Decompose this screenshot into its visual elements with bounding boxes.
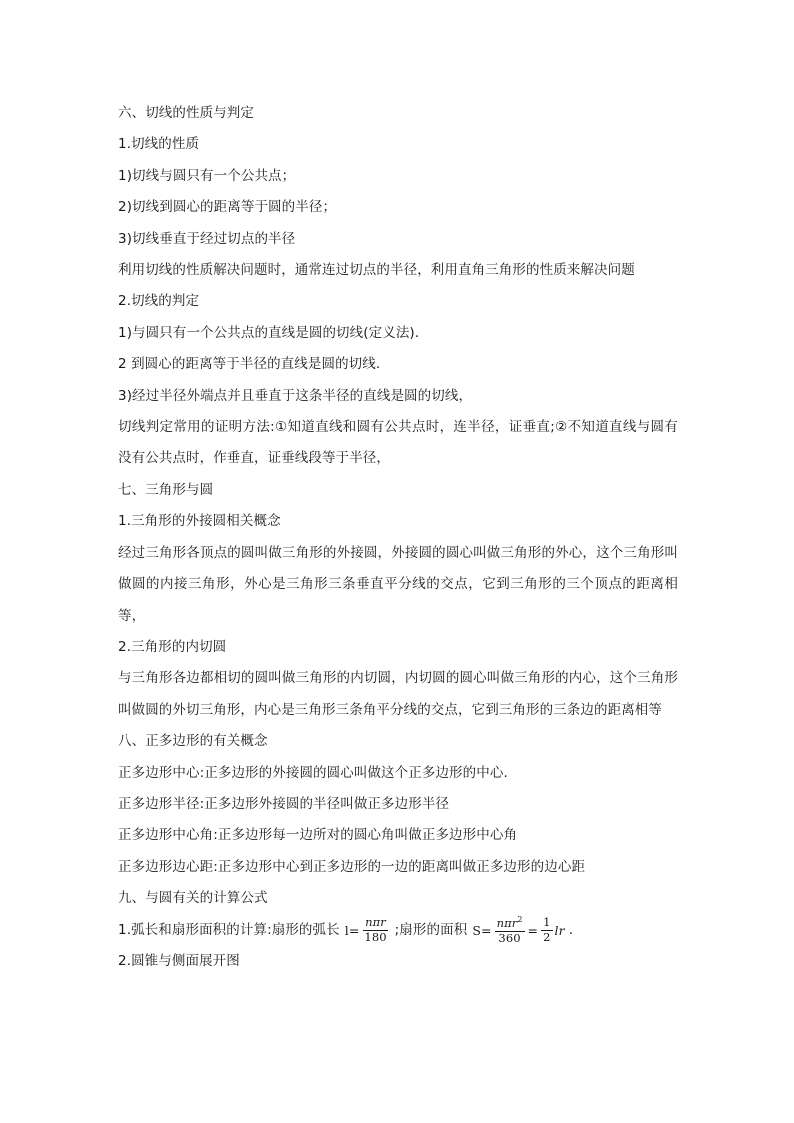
section-9-2-title: 2.圆锥与侧面展开图 [118, 952, 240, 969]
tangent-criterion-1: 1)与圆只有一个公共点的直线是圆的切线(定义法). [118, 324, 420, 341]
half-denominator: 2 [543, 929, 551, 944]
section-7-1-title: 1.三角形的外接圆相关概念 [118, 513, 281, 530]
arc-fraction [362, 917, 388, 943]
section-7-2-title: 2.三角形的内切圆 [118, 638, 227, 655]
incircle-text: 与三角形各边都相切的圆叫做三角形的内切圆，内切圆的圆心叫做三角形的内心，这个三角形叫做圆的外切三角形，内心是三角形三条角平分线的交点，它到三角形的三条边的距离相等 [118, 670, 678, 718]
section-8-title: 八、正多边形的有关概念 [118, 733, 268, 750]
sector-area-formula [471, 915, 564, 946]
arc-length-formula [344, 915, 391, 946]
section-7-title: 七、三角形与圆 [118, 481, 214, 498]
polygon-central-angle-def: 正多边形中心角:正多边形每一边所对的圆心角叫做正多边形中心角 [118, 827, 518, 844]
polygon-apothem-def: 正多边形边心距:正多边形中心到正多边形的一边的距离叫做正多边形的边心距 [118, 858, 586, 875]
tangent-property-1: 1)切线与圆只有一个公共点； [118, 167, 296, 184]
tangent-criterion-2: 2 到圆心的距离等于半径的直线是圆的切线. [118, 356, 381, 373]
arc-denominator: 180 [364, 929, 387, 944]
tangent-criterion-3: 3)经过半径外端点并且垂直于这条半径的直线是圆的切线， [118, 387, 473, 404]
section-6-2-title: 2.切线的判定 [118, 293, 200, 310]
area-lhs: S= [472, 922, 492, 938]
section-6-1-title: 1.切线的性质 [118, 136, 200, 153]
area-exponent: 2 [517, 915, 523, 925]
arc-area-formula-line [118, 915, 678, 946]
tangent-property-2: 2)切线到圆心的距离等于圆的半径； [118, 199, 337, 216]
section-6-title: 六、切线的性质与判定 [118, 105, 254, 121]
formula-mid: ;扇形的面积 [394, 921, 468, 938]
arc-numerator: nπr [365, 915, 386, 930]
tangent-property-3: 3)切线垂直于经过切点的半径 [118, 230, 296, 247]
area-rhs: lr [554, 922, 565, 938]
document-page [118, 98, 678, 977]
half-numerator: 1 [543, 915, 551, 930]
section-9-title: 九、与圆有关的计算公式 [118, 890, 268, 907]
area-fraction [495, 916, 525, 944]
area-numerator [495, 916, 525, 932]
polygon-radius-def: 正多边形半径:正多边形外接圆的半径叫做正多边形半径 [118, 795, 450, 812]
polygon-center-def: 正多边形中心:正多边形的外接圆的圆心叫做这个正多边形的中心. [118, 764, 508, 781]
area-denominator: 360 [498, 930, 521, 945]
circumcircle-text: 经过三角形各顶点的圆叫做三角形的外接圆，外接圆的圆心叫做三角形的外心，这个三角形叫做圆的内接三角形，外心是三角形三条垂直平分线的交点，它到三角形的三个顶点的距离相等， [118, 544, 678, 624]
tangent-property-note: 利用切线的性质解决问题时，通常连过切点的半径，利用直角三角形的性质来解决问题 [118, 262, 635, 279]
area-numerator-base: nπr [496, 916, 518, 931]
formula-prefix: 1.弧长和扇形面积的计算:扇形的弧长 [118, 921, 340, 938]
area-equals: = [527, 922, 539, 938]
arc-lhs: l= [344, 922, 360, 938]
tangent-proof-methods: 切线判定常用的证明方法:①知道直线和圆有公共点时，连半径，证垂直;②不知道直线与圆有没有公共点时，作垂直，证垂线段等于半径， [118, 419, 678, 467]
half-fraction [541, 917, 552, 943]
formula-end: . [568, 921, 574, 938]
